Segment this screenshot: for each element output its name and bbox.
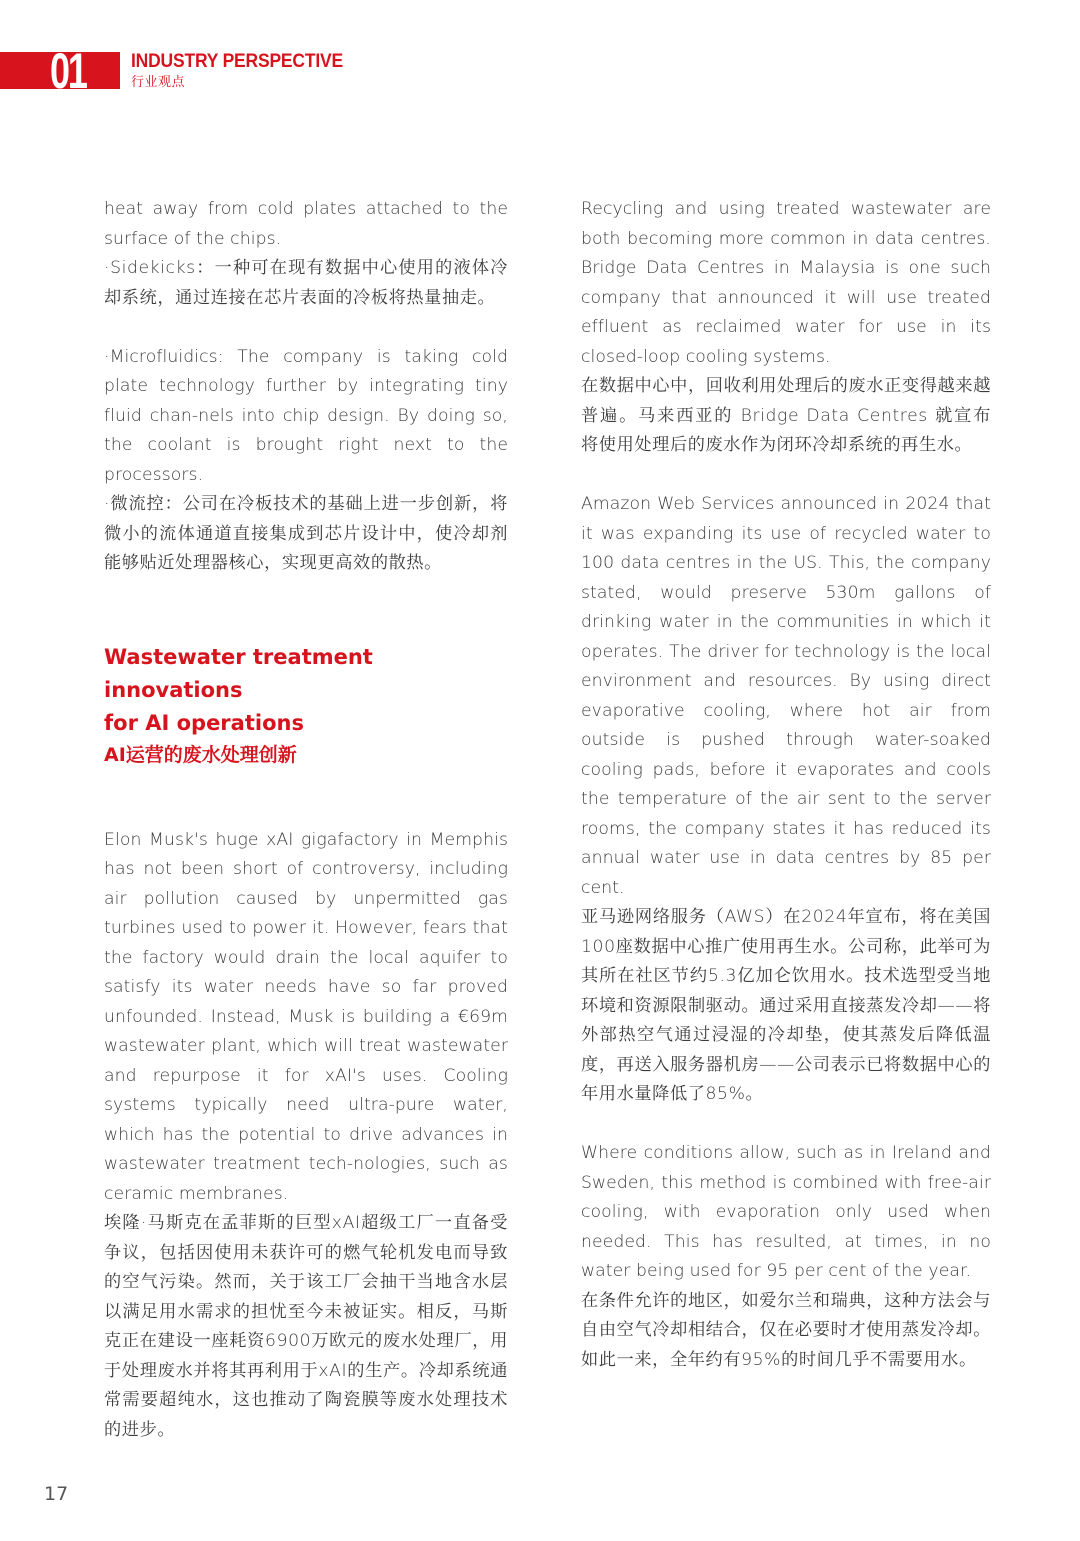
section-title-cn: 行业观点: [131, 75, 186, 90]
spacer: [104, 579, 508, 641]
paragraph-microfluidics-en: ·Microfluidics: The company is taking cold plate technology further by integrating tiny fluid chan-nels into chip design. By doing so, the coolant is brought right next to the processors.: [104, 346, 508, 485]
heading-wastewater-line1: Wastewater treatment innovations: [104, 644, 373, 702]
right-column: [581, 195, 991, 1375]
heading-wastewater-line2: for AI operations: [104, 710, 304, 735]
paragraph-recycling-en: Recycling and using treated wastewater are both becoming more common in data centres. Bridge Data Centres in Malaysia is one such company that announced it will use treated effluent as reclaimed water for use in its closed-loop cooling systems.: [581, 199, 991, 367]
paragraph-free-air-en: Where conditions allow, such as in Ireland and Sweden, this method is combined with free-air cooling, with evaporation only used when needed. This has resulted, at times, in no water being used for 95 per cent of the year.: [581, 1143, 991, 1281]
paragraph-microfluidics-cn: ·微流控：公司在冷板技术的基础上进一步创新，将微小的流体通道直接集成到芯片设计中，使冷却剂能够贴近处理器核心，实现更高效的散热。: [104, 494, 508, 573]
paragraph-aws-cn: 亚马逊网络服务（AWS）在2024年宣布，将在美国100座数据中心推广使用再生水。公司称，此举可为其所在社区节约5.3亿加仑饮用水。技术选型受当地环境和资源限制驱动。通过采用直接蒸发冷却——将外部热空气通过浸湿的冷却垫，使其蒸发后降低温度，再送入服务器机房——公司表示已将数据中心的年用水量降低了85%。: [581, 907, 991, 1104]
paragraph-cold-plates-en: heat away from cold plates attached to the surface of the chips.: [104, 199, 508, 249]
left-column: [104, 195, 508, 1445]
page-number: 17: [44, 1483, 69, 1505]
paragraph-aws-en: Amazon Web Services announced in 2024 that it was expanding its use of recycled water to 100 data centres in the US. This, the company stated, would preserve 530m gallons of drinking water in the communities in which it operates. The driver for technology is the local environment and resources. By using direct evaporative cooling, where hot air from outside is pushed through water-soaked cooling pads, before it evaporates and cools the temperature of the air sent to the server rooms, the company states it has reduced its annual water use in data centres by 85 per cent.: [581, 494, 991, 898]
spacer: [581, 461, 991, 491]
spacer: [581, 1110, 991, 1140]
paragraph-free-air-cn: 在条件允许的地区，如爱尔兰和瑞典，这种方法会与自由空气冷却相结合，仅在必要时才使用蒸发冷却。如此一来，全年约有95%的时间几乎不需要用水。: [581, 1290, 991, 1370]
section-title-en: INDUSTRY PERSPECTIVE: [131, 51, 343, 72]
paragraph-recycling-cn: 在数据中心中，回收利用处理后的废水正变得越来越普遍。马来西亚的 Bridge Data Centres 就宣布将使用处理后的废水作为闭环冷却系统的再生水。: [581, 376, 991, 455]
spacer: [104, 313, 508, 343]
heading-wastewater-cn: AI运营的废水处理创新: [104, 743, 297, 766]
section-number: 01: [50, 43, 86, 99]
paragraph-sidekicks-cn: ·Sidekicks：一种可在现有数据中心使用的液体冷却系统，通过连接在芯片表面的冷板将热量抽走。: [104, 258, 508, 308]
spacer: [104, 770, 508, 826]
paragraph-xai-en: Elon Musk's huge xAI gigafactory in Memphis has not been short of controversy, including air pollution caused by unpermitted gas turbines used to power it. However, fears that the factory would drain the local aquifer to satisfy its water needs have so far proved unfounded. Instead, Musk is building a €69m wastewater plant, which will treat wastewater and repurpose it for xAI's uses. Cooling systems typically need ultra-pure water, which has the potential to drive advances in wastewater treatment tech-nologies, such as ceramic membranes.: [104, 829, 508, 1204]
paragraph-xai-cn: 埃隆·马斯克在孟菲斯的巨型xAI超级工厂一直备受争议，包括因使用未获许可的燃气轮机发电而导致的空气污染。然而，关于该工厂会抽干当地含水层以满足用水需求的担忧至今未被证实。相反，马斯克正在建设一座耗资6900万欧元的废水处理厂，用于处理废水并将其再利用于xAI的生产。冷却系统通常需要超纯水，这也推动了陶瓷膜等废水处理技术的进步。: [104, 1213, 508, 1440]
